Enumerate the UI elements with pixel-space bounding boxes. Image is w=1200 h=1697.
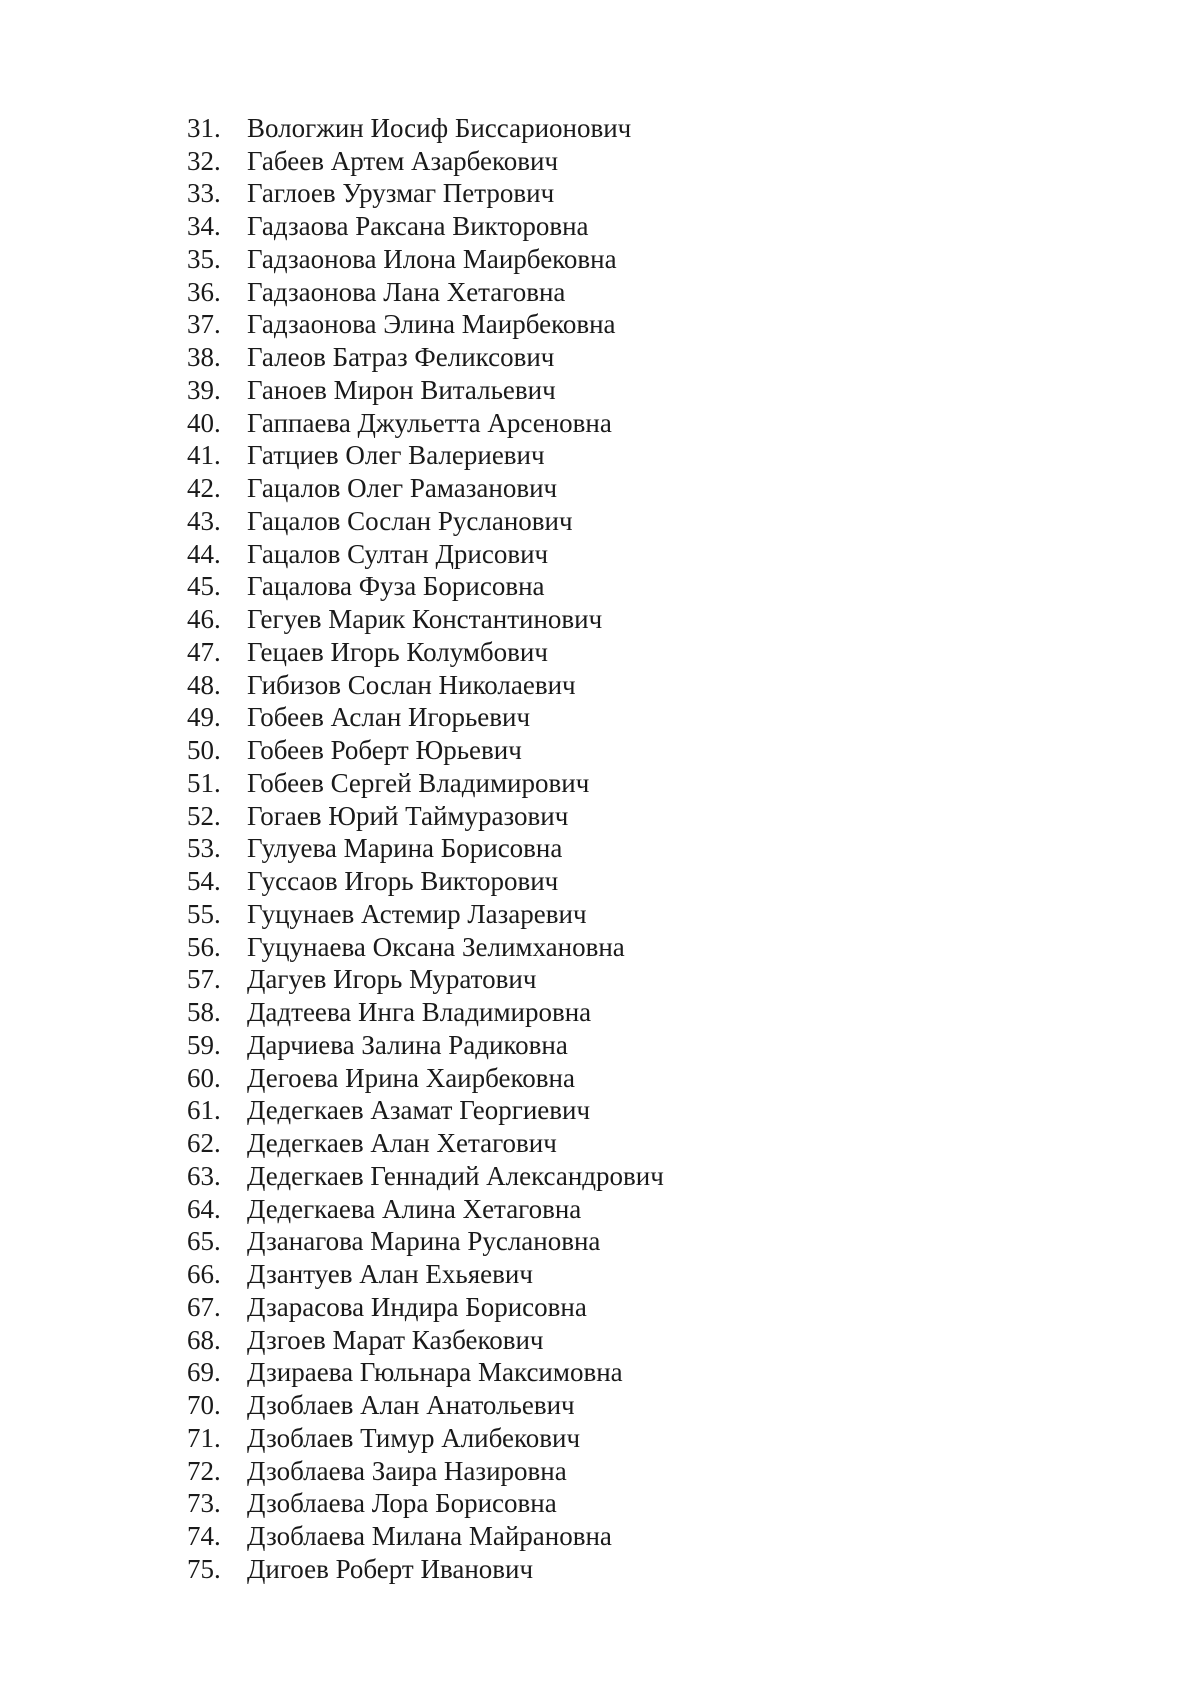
list-item: [0, 505, 664, 538]
item-number: 62.: [187, 1128, 221, 1159]
list-item: [0, 865, 664, 898]
list-item: [0, 309, 664, 342]
item-number: 61.: [187, 1095, 221, 1126]
list-item: [0, 1029, 664, 1062]
list-item: [0, 1258, 664, 1291]
item-number: 51.: [187, 767, 221, 798]
item-name: Дигоев Роберт Иванович: [247, 1553, 534, 1584]
item-name: Дзираева Гюльнара Максимовна: [247, 1357, 623, 1388]
list-item: [0, 243, 664, 276]
list-item: [0, 112, 664, 145]
item-number: 67.: [187, 1291, 221, 1322]
item-name: Галеов Батраз Феликсович: [247, 342, 555, 373]
item-name: Дзгоев Марат Казбекович: [247, 1324, 544, 1355]
item-number: 65.: [187, 1226, 221, 1257]
list-item: [0, 1291, 664, 1324]
list-item: [0, 669, 664, 702]
list-item: [0, 767, 664, 800]
item-number: 63.: [187, 1160, 221, 1191]
item-name: Дзантуев Алан Ехьяевич: [247, 1259, 533, 1290]
list-item: [0, 734, 664, 767]
item-number: 72.: [187, 1455, 221, 1486]
item-number: 44.: [187, 538, 221, 569]
item-number: 58.: [187, 997, 221, 1028]
item-name: Дедегкаева Алина Хетаговна: [247, 1193, 582, 1224]
list-item: [0, 538, 664, 571]
item-name: Гулуева Марина Борисовна: [247, 833, 563, 864]
item-name: Дегоева Ирина Хаирбековна: [247, 1062, 575, 1093]
item-name: Дедегкаев Геннадий Александрович: [247, 1160, 664, 1191]
item-name: Дедегкаев Азамат Георгиевич: [247, 1095, 591, 1126]
list-item: [0, 1127, 664, 1160]
item-number: 60.: [187, 1062, 221, 1093]
item-name: Гадзаова Раксана Викторовна: [247, 211, 589, 242]
item-number: 42.: [187, 473, 221, 504]
list-item: [0, 833, 664, 866]
item-number: 52.: [187, 800, 221, 831]
item-name: Дзоблаев Тимур Алибекович: [247, 1422, 581, 1453]
item-name: Гибизов Сослан Николаевич: [247, 669, 576, 700]
list-item: [0, 1160, 664, 1193]
item-name: Дзоблаева Милана Майрановна: [247, 1521, 612, 1552]
list-item: [0, 800, 664, 833]
item-name: Гегуев Марик Константинович: [247, 604, 603, 635]
item-name: Гацалов Сослан Русланович: [247, 505, 573, 536]
item-number: 71.: [187, 1422, 221, 1453]
item-name: Гаппаева Джульетта Арсеновна: [247, 407, 612, 438]
list-item: [0, 1357, 664, 1390]
item-name: Гадзаонова Лана Хетаговна: [247, 276, 566, 307]
item-number: 66.: [187, 1259, 221, 1290]
list-item: [0, 1520, 664, 1553]
list-item: [0, 341, 664, 374]
item-number: 69.: [187, 1357, 221, 1388]
item-number: 40.: [187, 407, 221, 438]
item-number: 38.: [187, 342, 221, 373]
item-name: Гацалов Султан Дрисович: [247, 538, 549, 569]
list-item: [0, 1062, 664, 1095]
list-item: [0, 1389, 664, 1422]
list-item: [0, 374, 664, 407]
list-item: [0, 1553, 664, 1586]
list-item: [0, 472, 664, 505]
item-number: 32.: [187, 145, 221, 176]
list-item: [0, 964, 664, 997]
item-number: 74.: [187, 1521, 221, 1552]
item-name: Гогаев Юрий Таймуразович: [247, 800, 569, 831]
list-item: [0, 603, 664, 636]
item-number: 64.: [187, 1193, 221, 1224]
list-item: [0, 1488, 664, 1521]
list-item: [0, 996, 664, 1029]
item-name: Гуцунаев Астемир Лазаревич: [247, 898, 587, 929]
item-number: 59.: [187, 1029, 221, 1060]
item-name: Гаглоев Урузмаг Петрович: [247, 178, 555, 209]
list-item: [0, 210, 664, 243]
item-number: 55.: [187, 898, 221, 929]
item-number: 45.: [187, 571, 221, 602]
item-name: Гатциев Олег Валериевич: [247, 440, 545, 471]
item-number: 33.: [187, 178, 221, 209]
item-name: Гуцунаева Оксана Зелимхановна: [247, 931, 625, 962]
item-name: Гобеев Сергей Владимирович: [247, 767, 590, 798]
item-name: Гацалов Олег Рамазанович: [247, 473, 558, 504]
list-item: [0, 1455, 664, 1488]
item-name: Дзанагова Марина Руслановна: [247, 1226, 601, 1257]
item-name: Гадзаонова Илона Маирбековна: [247, 243, 617, 274]
item-name: Ганоев Мирон Витальевич: [247, 374, 556, 405]
list-item: [0, 1095, 664, 1128]
list-item: [0, 145, 664, 178]
item-number: 48.: [187, 669, 221, 700]
item-name: Гобеев Аслан Игорьевич: [247, 702, 531, 733]
item-name: Гацалова Фуза Борисовна: [247, 571, 545, 602]
item-name: Габеев Артем Азарбекович: [247, 145, 559, 176]
list-item: [0, 571, 664, 604]
item-name: Дадтеева Инга Владимировна: [247, 997, 592, 1028]
item-number: 50.: [187, 735, 221, 766]
item-name: Дарчиева Залина Радиковна: [247, 1029, 568, 1060]
list-item: [0, 1226, 664, 1259]
name-list: [0, 112, 664, 1586]
item-name: Гуссаов Игорь Викторович: [247, 866, 559, 897]
item-number: 39.: [187, 374, 221, 405]
item-number: 70.: [187, 1390, 221, 1421]
list-item: [0, 440, 664, 473]
list-item: [0, 178, 664, 211]
item-name: Дедегкаев Алан Хетагович: [247, 1128, 557, 1159]
item-number: 37.: [187, 309, 221, 340]
item-number: 43.: [187, 505, 221, 536]
list-item: [0, 276, 664, 309]
item-name: Дзарасова Индира Борисовна: [247, 1291, 587, 1322]
item-number: 36.: [187, 276, 221, 307]
item-number: 54.: [187, 866, 221, 897]
item-number: 68.: [187, 1324, 221, 1355]
item-number: 35.: [187, 243, 221, 274]
item-number: 73.: [187, 1488, 221, 1519]
item-number: 53.: [187, 833, 221, 864]
item-number: 46.: [187, 604, 221, 635]
list-item: [0, 1193, 664, 1226]
item-name: Гадзаонова Элина Маирбековна: [247, 309, 616, 340]
item-name: Гобеев Роберт Юрьевич: [247, 735, 522, 766]
list-item: [0, 931, 664, 964]
list-item: [0, 636, 664, 669]
item-number: 34.: [187, 211, 221, 242]
list-item: [0, 898, 664, 931]
item-name: Дагуев Игорь Муратович: [247, 964, 537, 995]
item-name: Дзоблаева Лора Борисовна: [247, 1488, 557, 1519]
item-name: Дзоблаев Алан Анатольевич: [247, 1390, 575, 1421]
list-item: [0, 702, 664, 735]
item-number: 47.: [187, 636, 221, 667]
item-name: Гецаев Игорь Колумбович: [247, 636, 548, 667]
item-number: 49.: [187, 702, 221, 733]
item-number: 56.: [187, 931, 221, 962]
list-item: [0, 1324, 664, 1357]
list-item: [0, 1422, 664, 1455]
item-name: Дзоблаева Заира Назировна: [247, 1455, 567, 1486]
item-number: 57.: [187, 964, 221, 995]
item-number: 75.: [187, 1553, 221, 1584]
list-item: [0, 407, 664, 440]
item-number: 41.: [187, 440, 221, 471]
item-number: 31.: [187, 112, 221, 143]
item-name: Вологжин Иосиф Биссарионович: [247, 112, 632, 143]
